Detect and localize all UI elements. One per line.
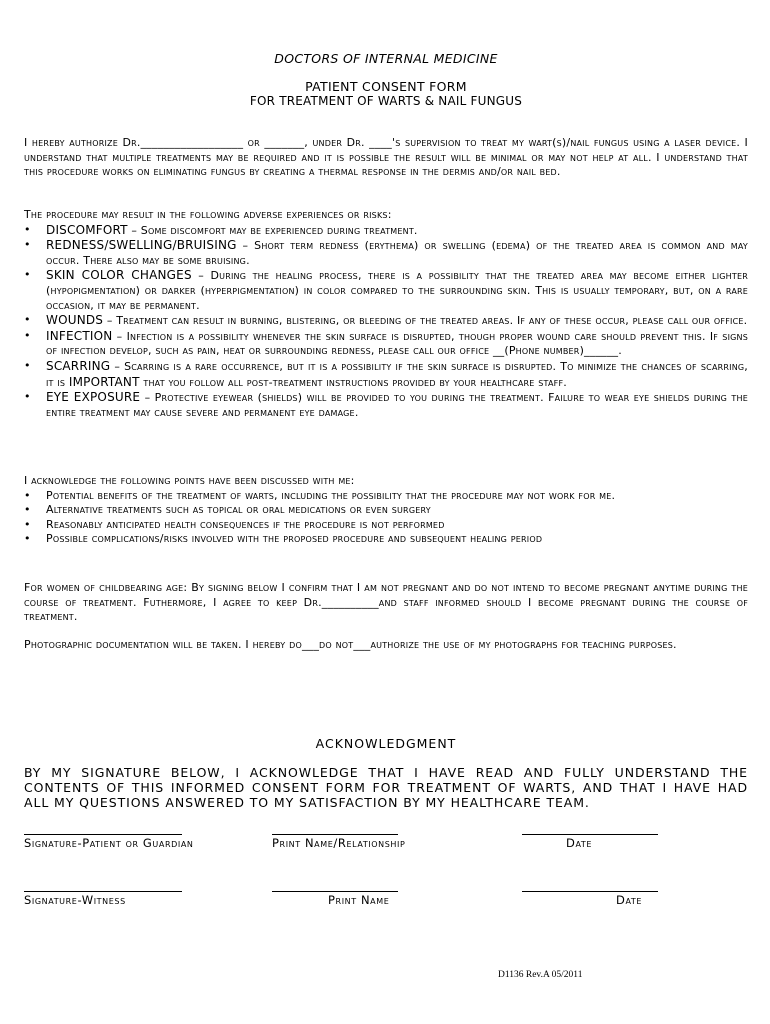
authorization-text: I hereby authorize Dr.__________________ or _______, under Dr. ____'s supervision to treat my wart(s)/nail fungus using a laser device. I understand that multiple treatments may be required and it is possible the result will be minimal or may not help at all. I understand that this procedure works on eliminating fungus by creating a thermal response in the dermis and/or nail bed.: [24, 136, 748, 179]
risk-term: SKIN COLOR CHANGES: [46, 268, 192, 283]
risk-item: [24, 359, 748, 390]
point-text: Reasonably anticipated health consequences if the procedure is not performed: [46, 517, 445, 531]
acknowledgment-body: BY MY SIGNATURE BELOW, I ACKNOWLEDGE THAT I HAVE READ AND FULLY UNDERSTAND THE CONTENTS OF THIS INFORMED CONSENT FORM FOR TREATMENT OF WARTS, AND THAT I HAVE HAD ALL MY QUESTIONS ANSWERED TO MY SATISFACTION BY MY HEALTHCARE TEAM.: [24, 765, 748, 811]
risk-item: [24, 390, 748, 420]
clinic-name: DOCTORS OF INTERNAL MEDICINE: [274, 51, 498, 66]
witness-date-line[interactable]: [522, 891, 658, 892]
risk-text: – Some discomfort may be experienced during treatment.: [127, 223, 418, 237]
risk-item: [24, 238, 748, 268]
risk-term: REDNESS/SWELLING/BRUISING: [46, 238, 237, 253]
risk-text: – During the healing process, there is a possibility that the treated area may become either lighter (hypopigmentation) or darker (hyperpigmentation) in color compared to the surrounding skin. This is usually temporary, but, on a rare occasion, it may be permanent.: [46, 269, 748, 312]
points-section: [24, 474, 748, 547]
acknowledgment-title: ACKNOWLEDGMENT: [315, 736, 457, 751]
risk-text: – Short term redness (erythema) or swelling (edema) of the treated area is common and may occur. There also may be some bruising.: [46, 239, 748, 267]
risk-term: INFECTION: [46, 328, 113, 343]
bullet-icon: •: [24, 268, 31, 282]
bullet-icon: •: [24, 358, 31, 372]
childbearing-paragraph: [24, 581, 748, 625]
witness-signature-line[interactable]: [24, 891, 182, 892]
bullet-icon: •: [24, 390, 31, 404]
point-item: [24, 532, 748, 547]
print-name-line[interactable]: [272, 891, 398, 892]
risk-text: – Infection is a possibility whenever the skin surface is disrupted, though proper wound care should prevent this. If signs of infection develop, such as pain, heat or surrounding redness, please call our office __(Phone number)______.: [46, 329, 748, 358]
risks-section: [24, 208, 748, 420]
bullet-icon: •: [24, 222, 31, 236]
print-relationship-label: Print Name/Relationship: [272, 836, 406, 850]
risk-emphasis: IMPORTANT: [68, 374, 140, 389]
print-relationship-line[interactable]: [272, 834, 398, 835]
risk-term: SCARRING: [46, 358, 111, 373]
point-item: [24, 518, 748, 533]
point-text: Alternative treatments such as topical or oral medications or even surgery: [46, 503, 431, 517]
witness-date-label: Date: [616, 893, 643, 907]
witness-signature-label: Signature-Witness: [24, 893, 126, 907]
bullet-icon: •: [24, 488, 31, 502]
form-title: PATIENT CONSENT FORM: [305, 79, 467, 94]
bullet-icon: •: [24, 328, 31, 342]
photo-text: Photographic documentation will be taken. I hereby do___do not___authorize the use of my photographs for teaching purposes.: [24, 638, 677, 651]
bullet-icon: •: [24, 532, 31, 546]
risk-item: [24, 313, 748, 329]
date-label: Date: [566, 836, 593, 850]
risk-term: DISCOMFORT: [46, 222, 128, 237]
risks-intro: The procedure may result in the following adverse experiences or risks:: [24, 208, 392, 221]
risk-item: [24, 329, 748, 359]
childbearing-text: For women of childbearing age: By signing below I confirm that I am not pregnant and do not intend to become pregnant anytime during the course of treatment. Futhermore, I agree to keep Dr.__________and staff informed should I become pregnant during the course of treatment.: [24, 581, 748, 624]
risk-text: – Protective eyewear (shields) will be provided to you during the treatment. Failure to wear eye shields during the entire treatment may cause severe and permanent eye damage.: [46, 391, 748, 419]
point-item: [24, 489, 748, 504]
risk-item: [24, 223, 748, 239]
patient-signature-label: Signature-Patient or Guardian: [24, 836, 194, 850]
bullet-icon: •: [24, 313, 31, 327]
points-list: [24, 489, 748, 547]
point-text: Potential benefits of the treatment of warts, including the possibility that the procedure may not work for me.: [46, 488, 616, 502]
risk-term: EYE EXPOSURE: [46, 390, 141, 405]
form-subtitle: FOR TREATMENT OF WARTS & NAIL FUNGUS: [249, 94, 523, 108]
patient-signature-line[interactable]: [24, 834, 182, 835]
risk-text-continued: that you follow all post-treatment instructions provided by your healthcare staff.: [139, 375, 567, 389]
bullet-icon: •: [24, 517, 31, 531]
print-name-label: Print Name: [328, 893, 390, 907]
risk-item: [24, 268, 748, 313]
form-revision-code: D1136 Rev.A 05/2011: [498, 970, 583, 980]
bullet-icon: •: [24, 503, 31, 517]
point-text: Possible complications/risks involved with the proposed procedure and subsequent healing period: [46, 532, 543, 546]
authorization-paragraph: [24, 136, 748, 180]
bullet-icon: •: [24, 238, 31, 252]
points-intro: I acknowledge the following points have been discussed with me:: [24, 474, 355, 487]
risk-term: WOUNDS: [46, 313, 104, 328]
point-item: [24, 503, 748, 518]
risk-text: – Scarring is a rare occurrence, but it is a possibility if the skin surface is disrupted. To minimize the chances of scarring, it is: [46, 359, 748, 389]
date-line[interactable]: [522, 834, 658, 835]
risks-list: [24, 223, 748, 421]
risk-text: – Treatment can result in burning, blistering, or bleeding of the treated areas. If any of these occur, please call our office.: [103, 314, 748, 328]
photo-paragraph: [24, 638, 748, 653]
